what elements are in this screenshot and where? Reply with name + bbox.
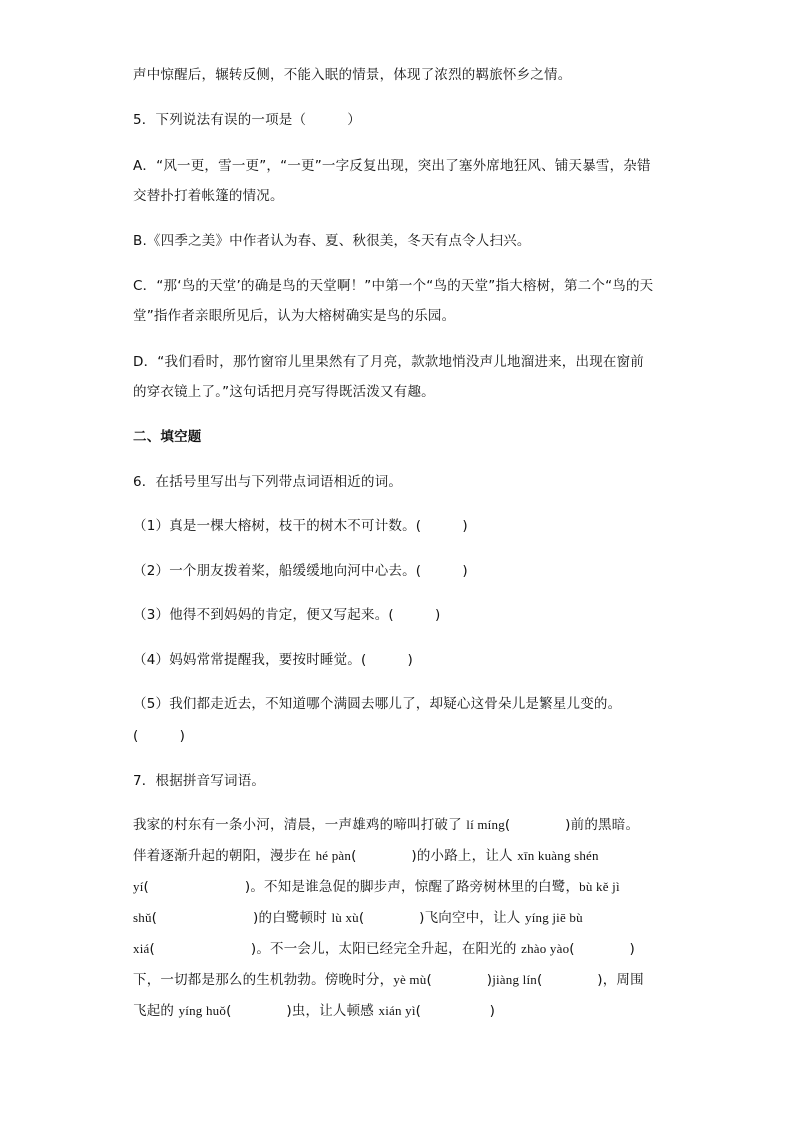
pinyin: zhào yào bbox=[521, 941, 570, 956]
option-d-line-1: D．“我们看时，那竹窗帘儿里果然有了月亮，款款地悄没声儿地溜进来，出现在窗前 bbox=[133, 354, 644, 370]
pinyin: yè mù bbox=[393, 972, 427, 987]
q7-line-4 bbox=[133, 909, 583, 927]
pinyin: xīn kuàng shén bbox=[517, 848, 599, 863]
pinyin: bù kě jì bbox=[579, 879, 620, 894]
q7-text: ( )。不一会儿，太阳已经完全升起，在阳光的 bbox=[149, 941, 522, 957]
pinyin: xián yì bbox=[378, 1003, 416, 1018]
question-6-stem: 6．在括号里写出与下列带点词语相近的词。 bbox=[133, 474, 403, 490]
pinyin: hé pàn bbox=[315, 848, 352, 863]
question-7-stem: 7．根据拼音写词语。 bbox=[133, 773, 266, 789]
q6-item-3: （3）他得不到妈妈的肯定，便又写起来。( ) bbox=[133, 607, 441, 623]
option-c-line-1: C．“那‘鸟的天堂’的确是鸟的天堂啊！”中第一个“鸟的天堂”指大榕树，第二个“鸟的天 bbox=[133, 278, 654, 294]
pinyin: jiàng lín bbox=[492, 972, 537, 987]
q7-text: ( )，周围 bbox=[536, 972, 644, 988]
question-5-stem: 5．下列说法有误的一项是（ ） bbox=[133, 112, 361, 128]
q7-line-6 bbox=[133, 971, 644, 989]
pinyin: xiá bbox=[133, 941, 150, 956]
q7-text: 下，一切都是那么的生机勃勃。傍晚时分， bbox=[133, 972, 394, 988]
intro-line: 声中惊醒后，辗转反侧，不能入眠的情景，体现了浓烈的羁旅怀乡之情。 bbox=[133, 67, 572, 83]
section-title: 二、填空题 bbox=[133, 429, 202, 445]
pinyin: yíng jiē bù bbox=[525, 910, 583, 925]
q7-line-3 bbox=[133, 878, 620, 896]
q7-text: ( ) bbox=[426, 972, 493, 988]
q7-line-1 bbox=[133, 816, 639, 834]
q7-text: ( )的小路上，让人 bbox=[351, 848, 518, 864]
q7-text: ( )。不知是谁急促的脚步声，惊醒了路旁树林里的白鹭， bbox=[143, 879, 580, 895]
option-a-line-1: A．“风一更，雪一更”，“一更”一字反复出现，突出了塞外席地狂风、铺天暴雪，杂错 bbox=[133, 158, 651, 174]
q7-line-7 bbox=[133, 1002, 495, 1020]
q7-line-5 bbox=[133, 940, 635, 958]
q7-text: ( ) bbox=[415, 1003, 496, 1019]
q6-item-5: （5）我们都走近去，不知道哪个满圆去哪儿了，却疑心这骨朵儿是繁星儿变的。 bbox=[133, 696, 622, 712]
q7-text: ( )前的黑暗。 bbox=[504, 817, 640, 833]
q7-text: ( ) bbox=[569, 941, 636, 957]
option-b: B.《四季之美》中作者认为春、夏、秋很美，冬天有点令人扫兴。 bbox=[133, 233, 531, 249]
option-d-line-2: 的穿衣镜上了。”这句话把月亮写得既活泼又有趣。 bbox=[133, 384, 435, 400]
q7-text: ( )飞向空中，让人 bbox=[358, 910, 525, 926]
q7-line-2 bbox=[133, 847, 599, 865]
pinyin: shǔ bbox=[133, 910, 152, 925]
q6-item-4: （4）妈妈常常提醒我，要按时睡觉。( ) bbox=[133, 652, 414, 668]
q6-item-5-blank: ( ) bbox=[133, 728, 186, 744]
q6-item-2: （2）一个朋友拨着桨，船缓缓地向河中心去。( ) bbox=[133, 563, 468, 579]
q7-text: 我家的村东有一条小河，清晨，一声雄鸡的啼叫打破了 bbox=[133, 817, 467, 833]
pinyin: lù xù bbox=[331, 910, 359, 925]
q7-text: ( )虫，让人顿感 bbox=[226, 1003, 379, 1019]
pinyin: yíng huǒ bbox=[178, 1003, 227, 1018]
q7-text: 伴着逐渐升起的朝阳，漫步在 bbox=[133, 848, 316, 864]
option-a-line-2: 交替扑打着帐篷的情况。 bbox=[133, 188, 284, 204]
option-c-line-2: 堂”指作者亲眼所见后，认为大榕树确实是鸟的乐园。 bbox=[133, 308, 456, 324]
pinyin: lí míng bbox=[466, 817, 505, 832]
q7-text: 飞起的 bbox=[133, 1003, 179, 1019]
q6-item-1: （1）真是一棵大榕树，枝干的树木不可计数。( ) bbox=[133, 518, 468, 534]
pinyin: yí bbox=[133, 879, 144, 894]
q7-text: ( )的白鹭顿时 bbox=[151, 910, 332, 926]
